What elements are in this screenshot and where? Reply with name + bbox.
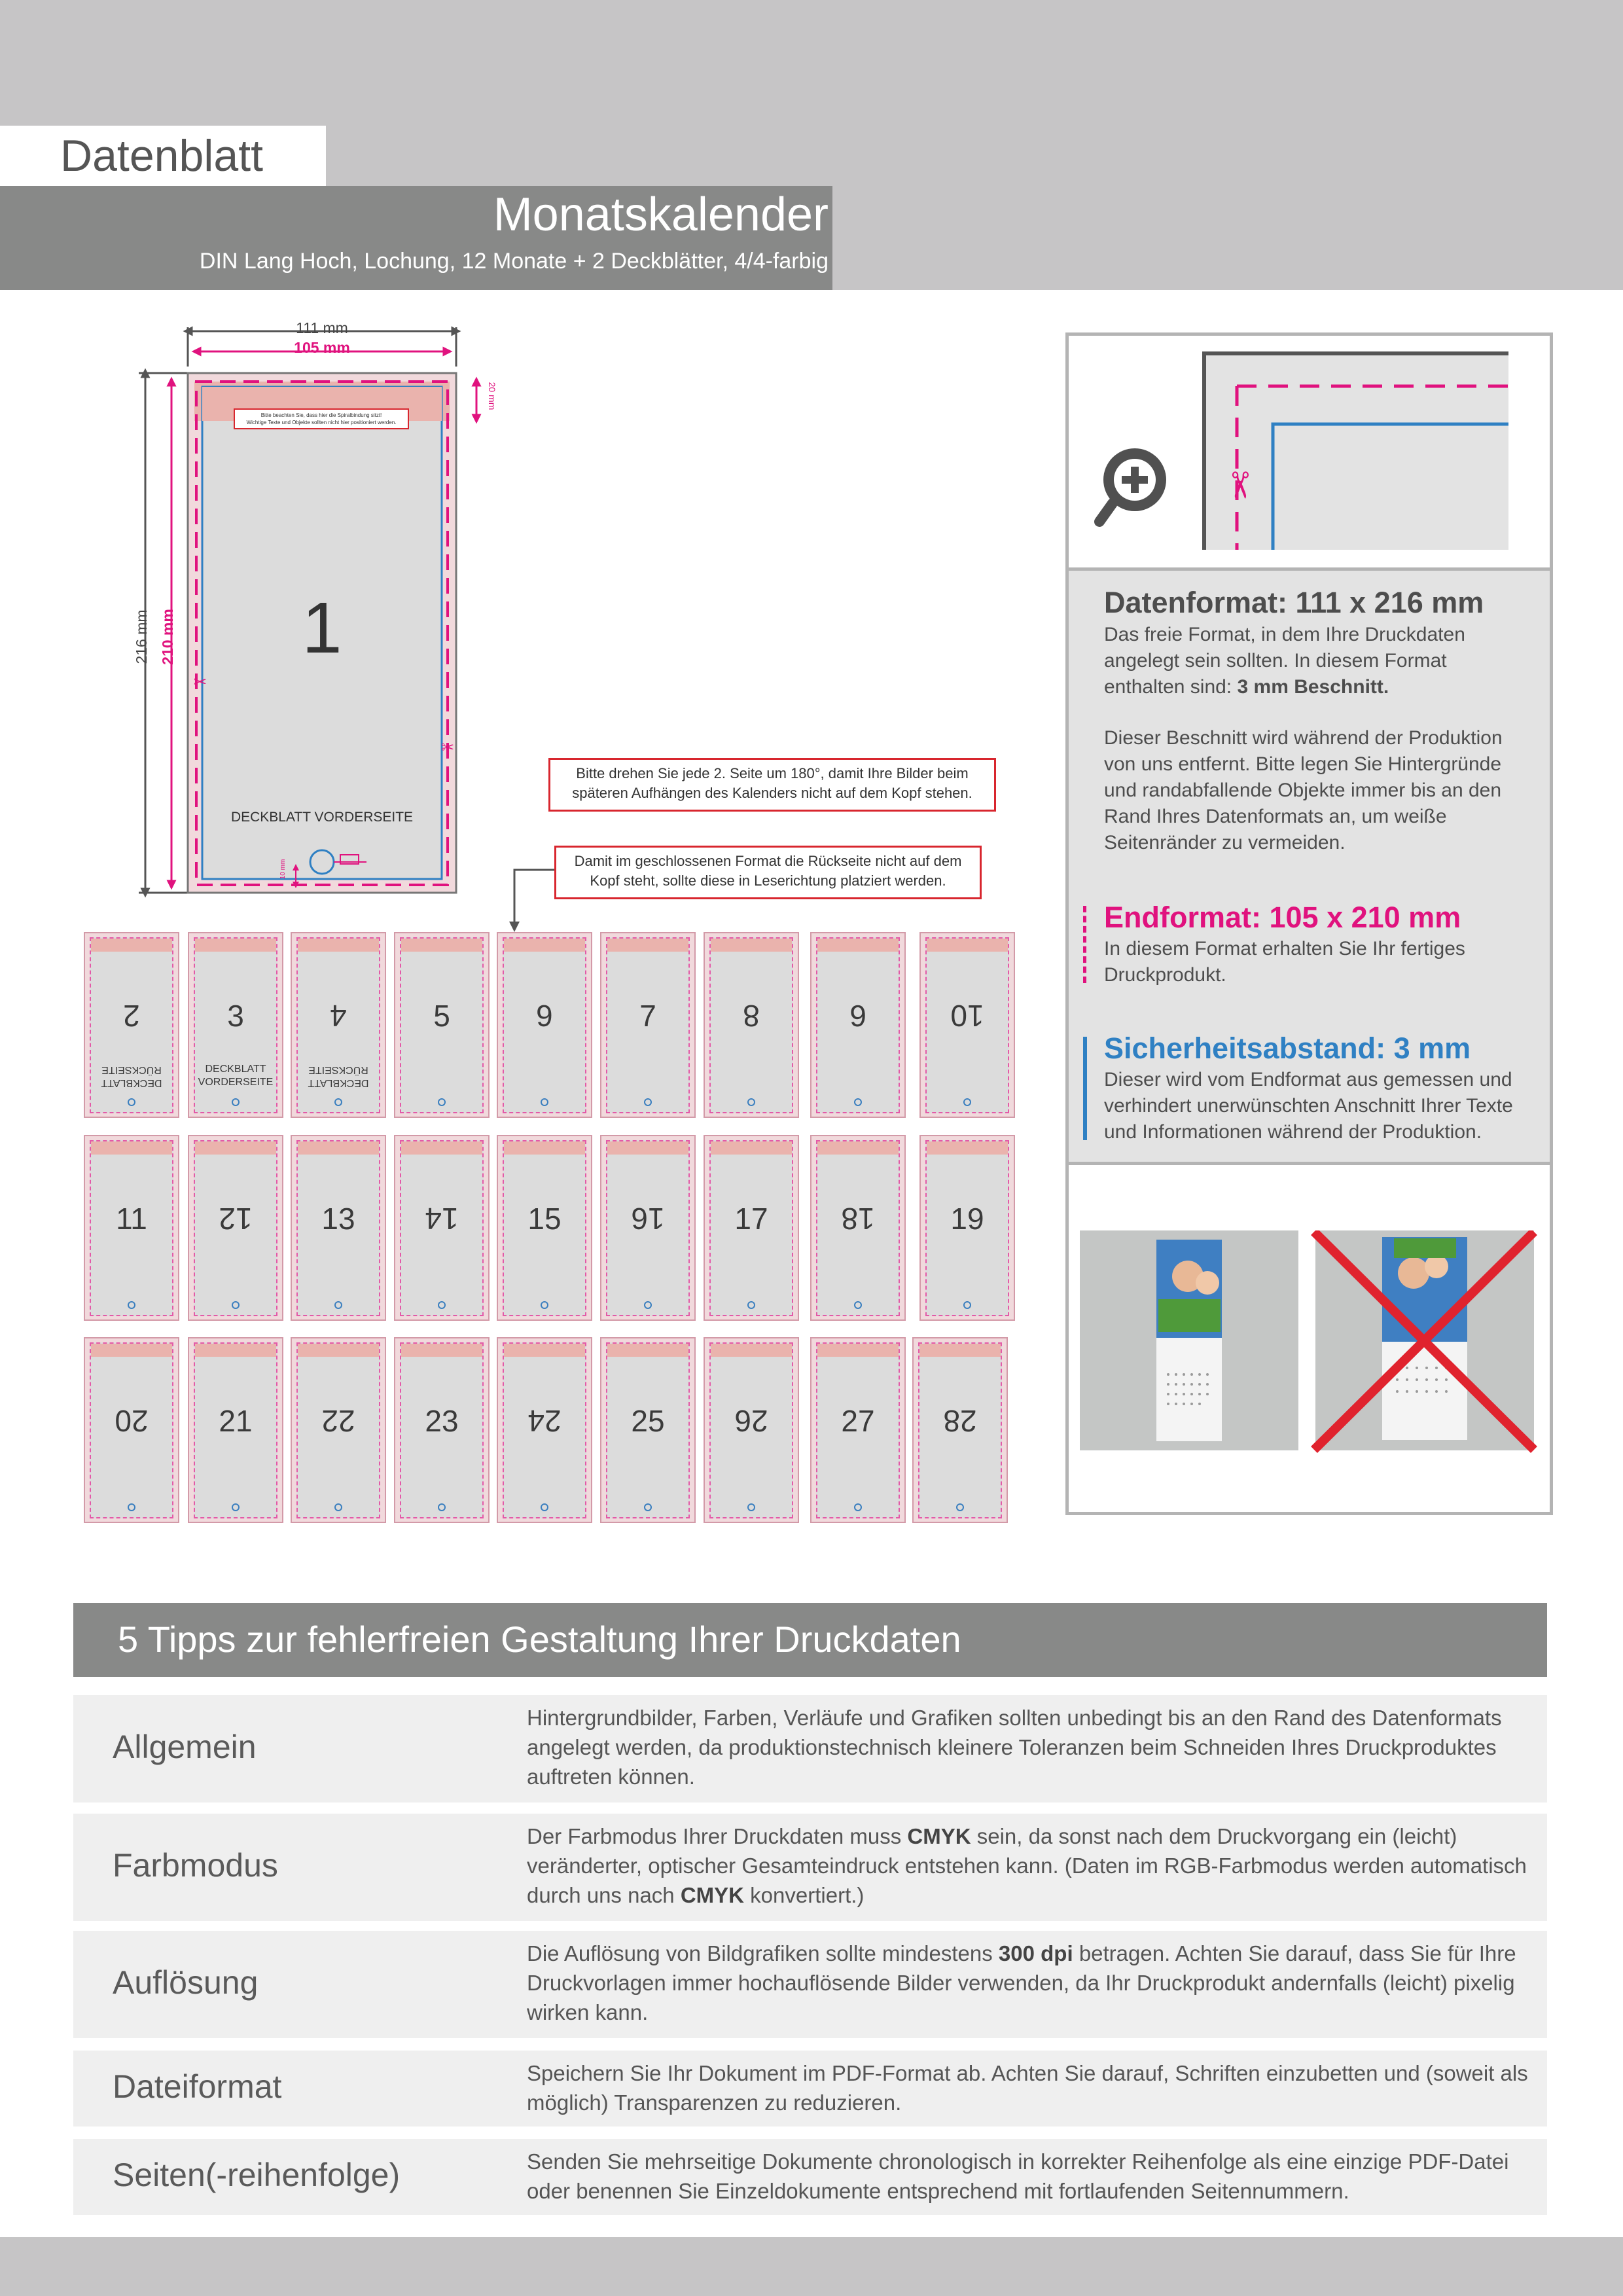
page-content-area <box>90 937 173 1113</box>
page-number: 24 <box>527 1404 562 1438</box>
hanging-examples <box>1080 1230 1538 1453</box>
page-number: 13 <box>321 1202 355 1236</box>
punch-hole-icon <box>128 1301 135 1309</box>
page-number: 20 <box>115 1404 149 1438</box>
sicherheit-title: Sicherheitsabstand: 3 mm <box>1104 1031 1471 1065</box>
beschnitt-text: Dieser Beschnitt wird während der Produktion von uns entfernt. Bitte legen Sie Hintergründe und randabfallende Objekte immer bis an den Rand Ihres Datenformats an, um weiße Seitenränder zu vermeiden. <box>1104 727 1503 853</box>
binding-zone <box>504 1141 585 1155</box>
sicherheit-text: Dieser wird vom Endformat aus gemessen und verhindert unerwünschten Anschnitt Ihrer Texte und Informationen während der Produktion. <box>1104 1069 1513 1143</box>
page-number: 26 <box>734 1404 768 1438</box>
punch-hole-icon <box>644 1301 652 1309</box>
binding-zone <box>298 939 379 952</box>
binding-zone <box>91 939 172 952</box>
calendar-page-thumbnail <box>600 932 696 1118</box>
binding-zone <box>298 1141 379 1155</box>
tip-text: Speichern Sie Ihr Dokument im PDF-Format ab. Achten Sie darauf, Schriften einzubetten und (soweit als möglich) Transparenzen zu reduzieren. <box>527 2061 1528 2115</box>
page-number: 22 <box>321 1404 355 1438</box>
sicherheit-marker <box>1083 1037 1087 1140</box>
calendar-page-thumbnail <box>919 932 1015 1118</box>
punch-hole-icon <box>854 1503 862 1511</box>
tip-label: Allgemein <box>113 1729 257 1765</box>
page-number: 3 <box>227 999 244 1033</box>
page-content-area <box>194 1140 277 1316</box>
back-cover-note: Damit im geschlossenen Format die Rückseite nicht auf dem Kopf steht, sollte diese in Leserichtung platziert werden. <box>554 846 982 899</box>
cover-page-label: DECKBLATT VORDERSEITE <box>230 810 414 825</box>
punch-hole-icon <box>438 1301 446 1309</box>
page-number: 23 <box>425 1404 459 1438</box>
calendar-page-thumbnail <box>497 1337 592 1523</box>
doc-label: Datenblatt <box>60 131 263 181</box>
svg-text:✂: ✂ <box>194 673 207 691</box>
page-number: 19 <box>950 1202 984 1236</box>
punch-hole-icon <box>128 1503 135 1511</box>
top-margin-label: 20 mm <box>487 382 497 410</box>
page-label: DECKBLATT VORDERSEITE <box>198 1064 274 1088</box>
rotate-note: Bitte drehen Sie jede 2. Seite um 180°, damit Ihre Bilder beim späteren Aufhängen des Kalenders nicht auf dem Kopf stehen. <box>548 758 996 812</box>
tip-text-part: sein, da sonst nach dem Druckvorgang ein (leicht) veränderter, optischer Gesamteindruck entstehen kann. (Daten im RGB-Farbmodus werden automatisch durch uns nach <box>527 1824 1527 1907</box>
tip-allgemein <box>73 1695 1547 1803</box>
page-content-area <box>296 1140 380 1316</box>
tip-text-part: Die Auflösung von Bildgrafiken sollte mindestens <box>527 1941 993 1965</box>
punch-hole-icon <box>438 1098 446 1106</box>
calendar-page-thumbnail <box>188 1337 283 1523</box>
tip-label: Auflösung <box>113 1964 259 2001</box>
calendar-page-thumbnail <box>912 1337 1008 1523</box>
page-content-area <box>400 937 484 1113</box>
page-content-area <box>503 1140 586 1316</box>
page-number: 6 <box>536 999 553 1033</box>
punch-hole-icon <box>334 1503 342 1511</box>
punch-hole-icon <box>232 1098 240 1106</box>
page-number: 14 <box>425 1202 459 1236</box>
tip-text-part: betragen. Achten Sie darauf, dass Sie für Ihre Druckvorlagen immer hochauflösende Bilder verwenden, da Ihr Druckprodukt andernfalls (leicht) pixelig wirken kann. <box>527 1941 1516 2024</box>
page-number: 25 <box>631 1404 665 1438</box>
calendar-page-thumbnail <box>704 932 799 1118</box>
page-content-area <box>606 1140 690 1316</box>
binding-zone <box>919 1344 1001 1357</box>
page-number: 11 <box>116 1202 147 1236</box>
punch-hole-icon <box>747 1098 755 1106</box>
page-number: 2 <box>123 999 140 1033</box>
page-number: 21 <box>219 1404 253 1438</box>
calendar-page-thumbnail <box>394 1337 490 1523</box>
info-separator <box>1069 1162 1550 1165</box>
tip-text <box>527 1821 1534 1910</box>
binding-zone <box>711 939 792 952</box>
endformat-title: Endformat: 105 x 210 mm <box>1104 901 1461 934</box>
binding-zone <box>607 1141 688 1155</box>
page-number: 8 <box>743 999 760 1033</box>
calendar-page-thumbnail <box>600 1135 696 1321</box>
page-content-area <box>503 937 586 1113</box>
page-content-area <box>925 937 1009 1113</box>
page-content-area <box>194 1342 277 1518</box>
binding-zone <box>817 1141 899 1155</box>
page-content-area <box>709 1342 793 1518</box>
page-content-area <box>90 1342 173 1518</box>
binding-hint <box>234 412 408 426</box>
width-end-label: 105 mm <box>294 339 350 356</box>
page-number: 12 <box>219 1202 253 1236</box>
punch-hole-icon <box>963 1098 971 1106</box>
page-content-area <box>400 1140 484 1316</box>
calendar-page-thumbnail <box>188 1135 283 1321</box>
page-label: DECKBLATT RÜCKSEITE <box>101 1064 162 1088</box>
page-number: 17 <box>734 1202 768 1236</box>
tip-text-bold: CMYK <box>907 1824 971 1848</box>
binding-zone <box>195 1344 276 1357</box>
page-content-area <box>194 937 277 1113</box>
endformat-text: In diesem Format erhalten Sie Ihr fertiges Druckprodukt. <box>1104 938 1465 986</box>
page-content-area <box>709 1140 793 1316</box>
page-number: 10 <box>950 999 984 1033</box>
page-content-area <box>296 1342 380 1518</box>
page-content-area <box>816 1342 900 1518</box>
calendar-page-thumbnail <box>810 1337 906 1523</box>
binding-zone <box>195 939 276 952</box>
page-label: DECKBLATT RÜCKSEITE <box>308 1064 369 1088</box>
binding-zone <box>607 1344 688 1357</box>
datenformat-text-body: Das freie Format, in dem Ihre Druckdaten angelegt sein sollten. In diesem Format enthalten sind: <box>1104 624 1465 698</box>
page-content-area <box>606 937 690 1113</box>
binding-zone <box>298 1344 379 1357</box>
punch-hole-icon <box>956 1503 964 1511</box>
binding-zone <box>927 1141 1008 1155</box>
punch-hole-icon <box>438 1503 446 1511</box>
punch-hole-icon <box>854 1301 862 1309</box>
page-number: 27 <box>841 1404 875 1438</box>
binding-zone <box>711 1344 792 1357</box>
page-number: 15 <box>527 1202 562 1236</box>
datenformat-bold: 3 mm Beschnitt. <box>1237 676 1389 698</box>
page-content-area <box>925 1140 1009 1316</box>
calendar-page-thumbnail <box>84 932 179 1118</box>
tip-text-part: Der Farbmodus Ihrer Druckdaten muss <box>527 1824 902 1848</box>
datenformat-title: Datenformat: 111 x 216 mm <box>1104 586 1484 619</box>
calendar-page-thumbnail <box>810 932 906 1118</box>
punch-hole-icon <box>541 1503 548 1511</box>
page-content-area <box>606 1342 690 1518</box>
page-number: 4 <box>330 999 347 1033</box>
tip-text-bold: CMYK <box>680 1883 744 1907</box>
page-number: 16 <box>631 1202 665 1236</box>
zoom-in-icon <box>1094 440 1173 529</box>
punch-hole-icon <box>232 1503 240 1511</box>
punch-hole-icon <box>334 1098 342 1106</box>
info-separator <box>1069 567 1550 571</box>
binding-zone <box>91 1344 172 1357</box>
binding-zone <box>504 1344 585 1357</box>
calendar-page-thumbnail <box>84 1337 179 1523</box>
binding-zone <box>195 1141 276 1155</box>
punch-hole-icon <box>541 1098 548 1106</box>
endformat-marker <box>1083 906 1090 983</box>
calendar-page-thumbnail <box>919 1135 1015 1321</box>
tip-label: Dateiformat <box>113 2068 282 2105</box>
punch-hole-icon <box>128 1098 135 1106</box>
binding-zone <box>817 1344 899 1357</box>
bottom-margin-label: 10 mm <box>279 859 287 880</box>
binding-zone <box>401 1141 482 1155</box>
page-title: Monatskalender <box>493 188 829 241</box>
binding-zone <box>607 939 688 952</box>
binding-hint-line2: Wichtige Texte und Objekte sollten nicht hier positioniert werden. <box>246 420 397 425</box>
calendar-page-thumbnail <box>291 1135 386 1321</box>
calendar-page-thumbnail <box>704 1337 799 1523</box>
page-content-area <box>296 937 380 1113</box>
calendar-page-thumbnail <box>84 1135 179 1321</box>
page-number: 7 <box>639 999 656 1033</box>
width-data-label: 111 mm <box>296 319 348 336</box>
calendar-page-thumbnail <box>704 1135 799 1321</box>
calendar-page-thumbnail <box>810 1135 906 1321</box>
binding-hint-line1: Bitte beachten Sie, dass hier die Spiralbindung sitzt! <box>260 412 382 418</box>
tip-label: Farbmodus <box>113 1847 278 1884</box>
calendar-page-thumbnail <box>394 932 490 1118</box>
binding-zone <box>401 1344 482 1357</box>
tip-text: Senden Sie mehrseitige Dokumente chronologisch in korrekter Reihenfolge als eine einzige PDF-Datei oder benennen Sie Einzeldokumente entsprechend mit fortlaufenden Seitennummern. <box>527 2149 1509 2203</box>
calendar-page-thumbnail <box>188 932 283 1118</box>
tip-text-bold: 300 dpi <box>998 1941 1073 1965</box>
tip-dateiformat <box>73 2051 1547 2126</box>
calendar-page-thumbnail <box>291 1337 386 1523</box>
page-number: 9 <box>849 999 866 1033</box>
calendar-page-thumbnail <box>291 932 386 1118</box>
tip-label: Seiten(-reihenfolge) <box>113 2157 401 2193</box>
svg-text:✂: ✂ <box>441 738 455 757</box>
height-end-label: 210 mm <box>159 609 176 665</box>
punch-hole-icon <box>644 1098 652 1106</box>
binding-zone <box>817 939 899 952</box>
tips-title: 5 Tipps zur fehlerfreien Gestaltung Ihrer Druckdaten <box>118 1619 961 1660</box>
punch-hole-icon <box>334 1301 342 1309</box>
page-content-area <box>816 1140 900 1316</box>
page-content-area <box>90 1140 173 1316</box>
punch-hole-icon <box>747 1301 755 1309</box>
cover-page-number: 1 <box>302 588 342 668</box>
page-number: 5 <box>433 999 450 1033</box>
page-content-area <box>918 1342 1002 1518</box>
page-content-area <box>709 937 793 1113</box>
binding-zone <box>401 939 482 952</box>
tip-farbmodus <box>73 1814 1547 1921</box>
tip-text-part: konvertiert.) <box>750 1883 865 1907</box>
page-content-area <box>816 937 900 1113</box>
punch-hole-icon <box>232 1301 240 1309</box>
calendar-page-thumbnail <box>394 1135 490 1321</box>
calendar-page-thumbnail <box>497 1135 592 1321</box>
datenformat-text <box>1104 622 1523 700</box>
calendar-page-thumbnail <box>497 932 592 1118</box>
punch-hole-icon <box>644 1503 652 1511</box>
binding-zone <box>504 939 585 952</box>
height-data-label: 216 mm <box>133 609 150 664</box>
tip-seitenreihenfolge <box>73 2139 1547 2215</box>
page-number: 28 <box>943 1404 977 1438</box>
binding-zone <box>91 1141 172 1155</box>
footer-band <box>0 2237 1623 2296</box>
punch-hole-icon <box>854 1098 862 1106</box>
page-content-area <box>503 1342 586 1518</box>
punch-hole-icon <box>963 1301 971 1309</box>
page-subtitle: DIN Lang Hoch, Lochung, 12 Monate + 2 Deckblätter, 4/4-farbig <box>199 249 829 274</box>
svg-text:✂: ✂ <box>1218 470 1260 501</box>
tip-aufloesung <box>73 1931 1547 2038</box>
tip-text: Hintergrundbilder, Farben, Verläufe und Grafiken sollten unbedingt bis an den Rand des Datenformats angelegt werden, da produktionstechnisch kleinere Toleranzen beim Schneiden Ihres Druckproduktes auftreten können. <box>527 1706 1502 1789</box>
punch-hole-icon <box>747 1503 755 1511</box>
punch-hole-icon <box>541 1301 548 1309</box>
tip-text <box>527 1939 1534 2027</box>
calendar-page-thumbnail <box>600 1337 696 1523</box>
page-content-area <box>400 1342 484 1518</box>
binding-zone <box>711 1141 792 1155</box>
binding-zone <box>927 939 1008 952</box>
page-number: 18 <box>841 1202 875 1236</box>
